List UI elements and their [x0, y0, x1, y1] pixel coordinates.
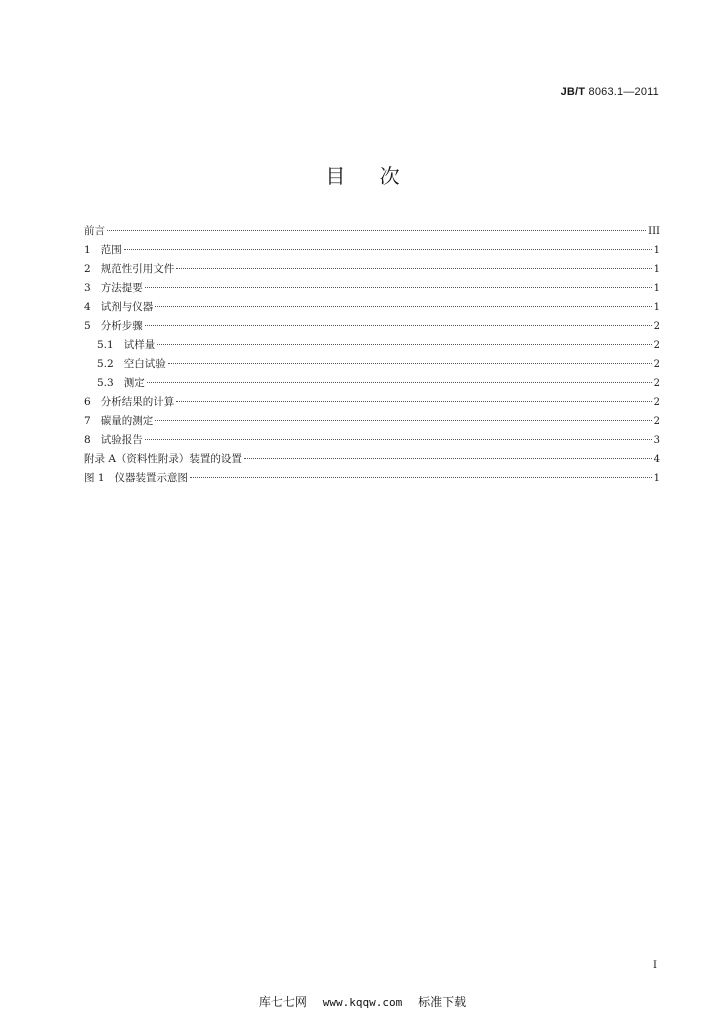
toc-entry[interactable] — [84, 469, 660, 488]
toc-entry-page: III — [648, 226, 660, 237]
toc-entry[interactable] — [84, 393, 660, 412]
toc-entry-label: 4 试剂与仪器 — [84, 301, 154, 313]
toc-entry[interactable] — [84, 412, 660, 431]
toc-dot-leader — [244, 458, 652, 459]
toc-entry[interactable] — [84, 336, 660, 355]
toc-entry-label: 6 分析结果的计算 — [84, 396, 175, 408]
toc-entry[interactable] — [84, 431, 660, 450]
toc-entry[interactable] — [84, 260, 660, 279]
toc-entry-label: 5.3 测定 — [97, 377, 145, 389]
title-char-2: 次 — [379, 164, 400, 188]
toc-entry-page: 1 — [653, 283, 660, 294]
toc-entry-label: 1 范围 — [84, 244, 122, 256]
toc-dot-leader — [168, 363, 652, 364]
toc-entry-page: 2 — [653, 416, 660, 427]
toc-entry-page: 2 — [653, 321, 660, 332]
toc-entry-label: 图 1 仪器装置示意图 — [84, 472, 189, 484]
toc-entry[interactable] — [84, 355, 660, 374]
toc-entry-page: 1 — [653, 473, 660, 484]
standard-code-number: 8063.1—2011 — [588, 86, 659, 98]
page-title — [0, 160, 725, 189]
toc-entry-page: 2 — [653, 359, 660, 370]
footer-url: www.kqqw.com — [322, 996, 403, 1009]
title-char-1: 目 — [325, 164, 346, 188]
toc-dot-leader — [124, 249, 652, 250]
toc-entry-page: 1 — [653, 264, 660, 275]
footer-site-name: 库七七网 — [258, 995, 307, 1009]
standard-code — [561, 86, 659, 98]
toc-entry[interactable] — [84, 298, 660, 317]
toc-entry-page: 1 — [653, 302, 660, 313]
toc-entry-label: 5.2 空白试验 — [97, 358, 166, 370]
toc-entry-label: 2 规范性引用文件 — [84, 263, 175, 275]
toc-entry-page: 2 — [653, 397, 660, 408]
footer-watermark — [0, 993, 725, 1010]
toc-dot-leader — [155, 306, 651, 307]
standard-code-prefix: JB/T — [560, 86, 586, 98]
toc-entry-page: 2 — [653, 378, 660, 389]
toc-dot-leader — [107, 230, 646, 231]
toc-entry-page: 4 — [653, 454, 660, 465]
toc-entry[interactable] — [84, 222, 660, 241]
toc-entry-page: 1 — [653, 245, 660, 256]
toc-entry-label: 前言 — [84, 225, 105, 237]
toc-entry-label: 附录 A（资料性附录）装置的设置 — [84, 453, 242, 465]
table-of-contents — [84, 222, 660, 488]
toc-dot-leader — [176, 401, 651, 402]
page-number: I — [653, 960, 657, 971]
toc-entry[interactable] — [84, 450, 660, 469]
toc-entry[interactable] — [84, 279, 660, 298]
toc-dot-leader — [155, 420, 651, 421]
toc-entry-label: 5.1 试样量 — [97, 339, 156, 351]
toc-entry[interactable] — [84, 317, 660, 336]
toc-entry-label: 8 试验报告 — [84, 434, 143, 446]
toc-entry-label: 7 碳量的测定 — [84, 415, 154, 427]
toc-dot-leader — [145, 287, 652, 288]
toc-dot-leader — [176, 268, 651, 269]
toc-dot-leader — [145, 325, 652, 326]
toc-entry[interactable] — [84, 374, 660, 393]
toc-entry-page: 3 — [653, 435, 660, 446]
toc-dot-leader — [147, 382, 652, 383]
toc-entry-label: 3 方法提要 — [84, 282, 143, 294]
toc-dot-leader — [157, 344, 651, 345]
toc-entry-page: 2 — [653, 340, 660, 351]
toc-entry[interactable] — [84, 241, 660, 260]
toc-entry-label: 5 分析步骤 — [84, 320, 143, 332]
footer-tagline: 标准下载 — [418, 995, 467, 1009]
toc-dot-leader — [190, 477, 652, 478]
toc-dot-leader — [145, 439, 652, 440]
